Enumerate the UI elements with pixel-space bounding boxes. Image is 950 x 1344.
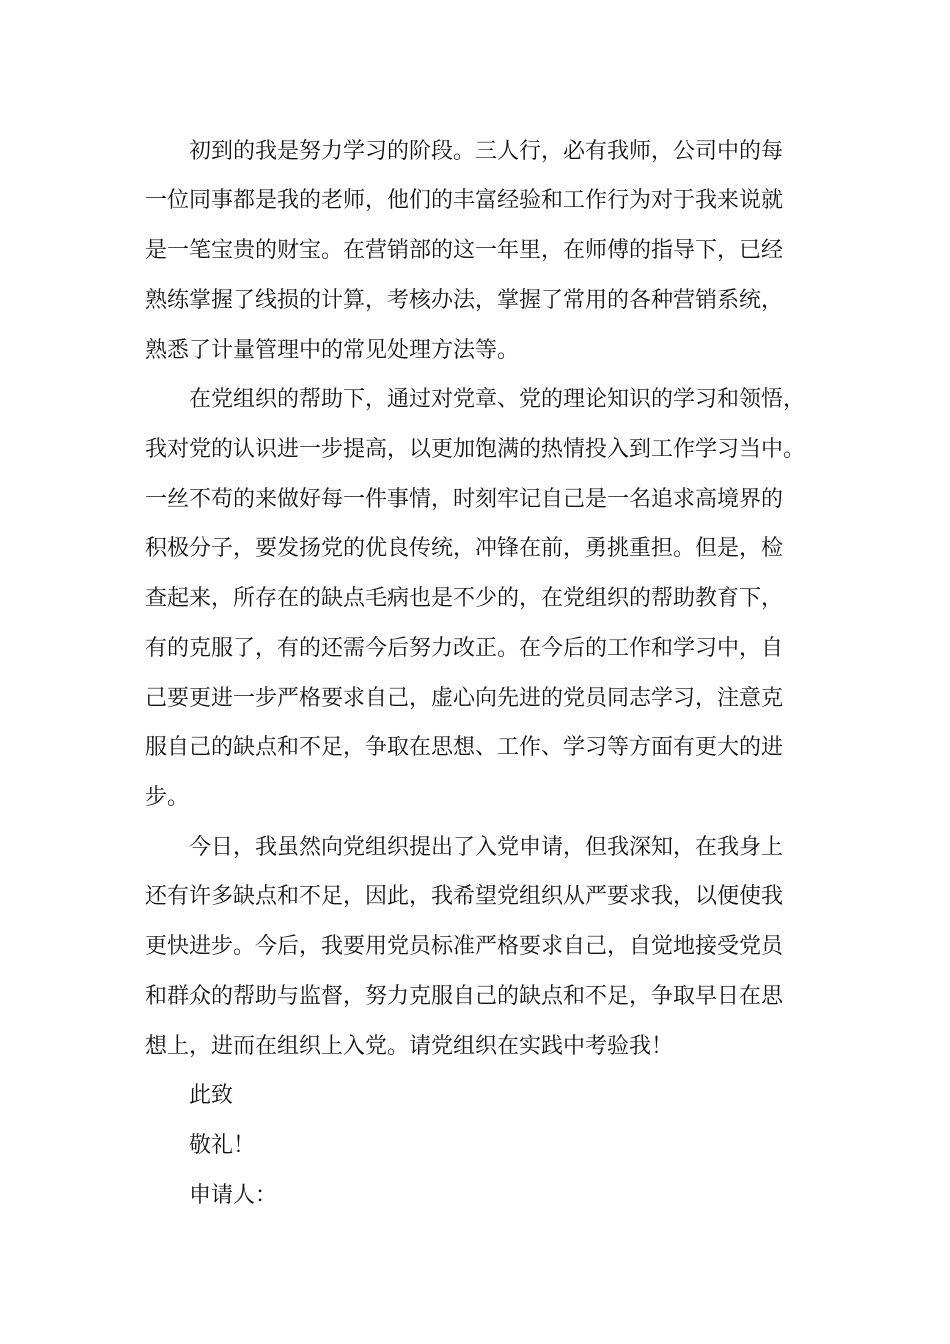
- paragraph-3-line-4: 和群众的帮助与监督，努力克服自己的缺点和不足，争取早日在思: [145, 984, 784, 1009]
- paragraph-2-line-4: 积极分子，要发扬党的优良传统，冲锋在前，勇挑重担。但是，检: [145, 536, 784, 561]
- paragraph-2-line-3: 一丝不苟的来做好每一件事情，时刻牢记自己是一名追求高境界的: [145, 487, 784, 512]
- paragraph-2-line-6: 有的克服了，有的还需今后努力改正。在今后的工作和学习中，自: [145, 636, 784, 661]
- applicant-label: 申请人：: [189, 1183, 278, 1208]
- paragraph-3-line-5: 想上，进而在组织上入党。请党组织在实践中考验我！: [145, 1034, 674, 1059]
- paragraph-1-line-3: 是一笔宝贵的财宝。在营销部的这一年里，在师傅的指导下，已经: [145, 238, 784, 263]
- paragraph-1-line-1: 初到的我是努力学习的阶段。三人行，必有我师，公司中的每: [189, 139, 784, 164]
- paragraph-3-line-3: 更快进步。今后，我要用党员标准严格要求自己，自觉地接受党员: [145, 934, 784, 959]
- closing-salutation: 此致: [189, 1083, 234, 1108]
- paragraph-2-line-9: 步。: [145, 785, 190, 810]
- paragraph-2-line-5: 查起来，所存在的缺点毛病也是不少的，在党组织的帮助教育下，: [145, 586, 784, 611]
- paragraph-1-line-4: 熟练掌握了线损的计算，考核办法，掌握了常用的各种营销系统，: [145, 288, 784, 313]
- paragraph-2-line-2: 我对党的认识进一步提高，以更加饱满的热情投入到工作学习当中。: [145, 437, 806, 462]
- paragraph-2-line-7: 己要更进一步严格要求自己，虚心向先进的党员同志学习，注意克: [145, 686, 784, 711]
- paragraph-1-line-5: 熟悉了计量管理中的常见处理方法等。: [145, 338, 520, 363]
- paragraph-2-line-8: 服自己的缺点和不足，争取在思想、工作、学习等方面有更大的进: [145, 735, 784, 760]
- paragraph-2-line-1: 在党组织的帮助下，通过对党章、党的理论知识的学习和领悟，: [189, 387, 806, 412]
- closing-regards: 敬礼！: [189, 1133, 256, 1158]
- paragraph-1-line-2: 一位同事都是我的老师，他们的丰富经验和工作行为对于我来说就: [145, 188, 784, 213]
- paragraph-3-line-2: 还有许多缺点和不足，因此，我希望党组织从严要求我，以便使我: [145, 884, 784, 909]
- paragraph-3-line-1: 今日，我虽然向党组织提出了入党申请，但我深知，在我身上: [189, 835, 784, 860]
